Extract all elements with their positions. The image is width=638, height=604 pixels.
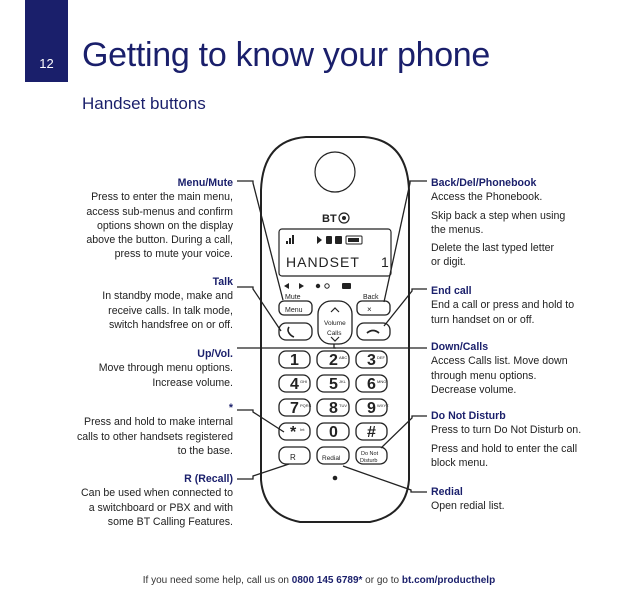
annotation-line: or digit.: [431, 256, 466, 269]
key-8-label: 8: [329, 400, 338, 417]
footer-prefix: If you need some help, call us on: [142, 575, 292, 586]
key-2-label: 2: [329, 352, 338, 369]
annotation-recall: [70, 472, 233, 529]
annotation-line: receive calls. In talk mode,: [108, 304, 233, 317]
softkey-right-label: Back: [363, 294, 379, 301]
annotation-line: End a call or press and hold to: [431, 299, 575, 312]
annotation-line: to the base.: [177, 444, 233, 457]
key-letters-label: MNO: [377, 379, 387, 384]
key-7-label: 7: [290, 400, 299, 417]
annotation-heading: Back/Del/Phonebook: [431, 177, 537, 189]
annotation-heading: R (Recall): [184, 473, 233, 485]
annotation-line: access sub-menus and confirm: [86, 205, 233, 218]
annotation-heading: Menu/Mute: [177, 177, 233, 189]
annotation-line: a switchboard or PBX and with: [88, 501, 233, 514]
annotation-redial: [431, 485, 611, 514]
annotation-heading: Up/Vol.: [197, 348, 233, 360]
annotation-line: Press and hold to enter the call: [431, 442, 578, 455]
dnd-label-line1: Do Not: [361, 451, 379, 457]
annotation-line: Increase volume.: [152, 376, 233, 389]
annotation-back-del-phonebook: [431, 176, 611, 270]
annotation-heading: Do Not Disturb: [431, 410, 506, 422]
annotation-line: the menus.: [431, 223, 484, 236]
annotation-heading: *: [228, 402, 233, 414]
key-letters-label: TUV: [339, 403, 347, 408]
annotation-heading: Down/Calls: [431, 341, 489, 353]
section-subtitle: Handset buttons: [82, 94, 206, 113]
footer-phone: 0800 145 6789*: [291, 575, 363, 586]
svg-text:×: ×: [367, 305, 372, 314]
annotation-line: Can be used when connected to: [81, 487, 233, 500]
key-9-label: 9: [367, 400, 376, 417]
dnd-label-line2: Disturb: [360, 458, 378, 464]
annotation-line: block menu.: [431, 456, 489, 469]
key-letters-label: JKL: [339, 379, 346, 384]
key-3-label: 3: [367, 352, 376, 369]
annotation-line: turn handset on or off.: [431, 313, 535, 326]
annotation-line: Press and hold to make internal: [84, 416, 233, 429]
annotation-line: Access Calls list. Move down: [431, 355, 568, 368]
annotation-talk: [70, 275, 233, 332]
annotation-heading: Talk: [212, 276, 233, 288]
annotation-line: Press to enter the main menu,: [91, 191, 233, 204]
key-letters-label: Int: [300, 427, 305, 432]
softkey-left-label: Mute: [285, 294, 301, 301]
r-button-label: R: [290, 453, 296, 462]
annotation-line: Press to turn Do Not Disturb on.: [431, 424, 582, 437]
annotation-do-not-disturb: [431, 409, 621, 470]
annotation-line: Decrease volume.: [431, 383, 517, 396]
annotation-line: Delete the last typed letter: [431, 242, 555, 255]
key-letters-label: WXYZ: [377, 403, 389, 408]
annotation-line: Skip back a step when using: [431, 209, 566, 222]
annotation-heading: Redial: [431, 486, 463, 498]
annotation-line: options shown on the display: [96, 219, 233, 232]
calls-label: Calls: [327, 330, 342, 337]
annotation-star: [60, 401, 233, 458]
key-hash-label: #: [367, 424, 376, 441]
annotation-line: Access the Phonebook.: [431, 191, 543, 204]
brand-logo: BT: [322, 213, 337, 225]
annotation-menu-mute: [70, 176, 233, 262]
annotation-end-call: [431, 284, 611, 327]
volume-label: Volume: [324, 320, 346, 327]
key-1-label: 1: [290, 352, 299, 369]
key-letters-label: PQRS: [300, 403, 312, 408]
key-star-label: *: [290, 424, 297, 441]
footer-middle: or go to: [362, 575, 402, 586]
display-number: 1: [381, 254, 389, 270]
annotation-line: Move through menu options.: [98, 362, 233, 375]
annotation-line: Open redial list.: [431, 500, 505, 513]
page-title: Getting to know your phone: [82, 36, 491, 74]
footer-help-text: [0, 575, 638, 586]
annotation-line: calls to other handsets registered: [76, 430, 233, 443]
annotation-line: above the button. During a call,: [86, 234, 233, 247]
annotation-heading: End call: [431, 285, 472, 297]
annotation-line: some BT Calling Features.: [107, 515, 233, 528]
key-4-label: 4: [290, 376, 299, 393]
annotation-line: In standby mode, make and: [102, 290, 233, 303]
key-5-label: 5: [329, 376, 338, 393]
annotation-line: switch handsfree on or off.: [108, 318, 233, 331]
footer-url[interactable]: bt.com/producthelp: [401, 575, 496, 586]
key-0-label: 0: [329, 424, 338, 441]
annotation-down-calls: [431, 340, 611, 397]
key-6-label: 6: [367, 376, 376, 393]
key-letters-label: GHI: [300, 379, 308, 384]
key-letters-label: ABC: [339, 355, 348, 360]
annotation-line: press to mute your voice.: [114, 248, 233, 261]
annotation-up-vol: [70, 347, 233, 390]
page-number: 12: [39, 56, 54, 71]
display-text: HANDSET: [286, 254, 360, 270]
annotation-line: through menu options.: [431, 369, 537, 382]
redial-button-label: Redial: [322, 455, 341, 462]
menu-button-label: Menu: [285, 307, 303, 314]
key-letters-label: DEF: [377, 355, 385, 360]
